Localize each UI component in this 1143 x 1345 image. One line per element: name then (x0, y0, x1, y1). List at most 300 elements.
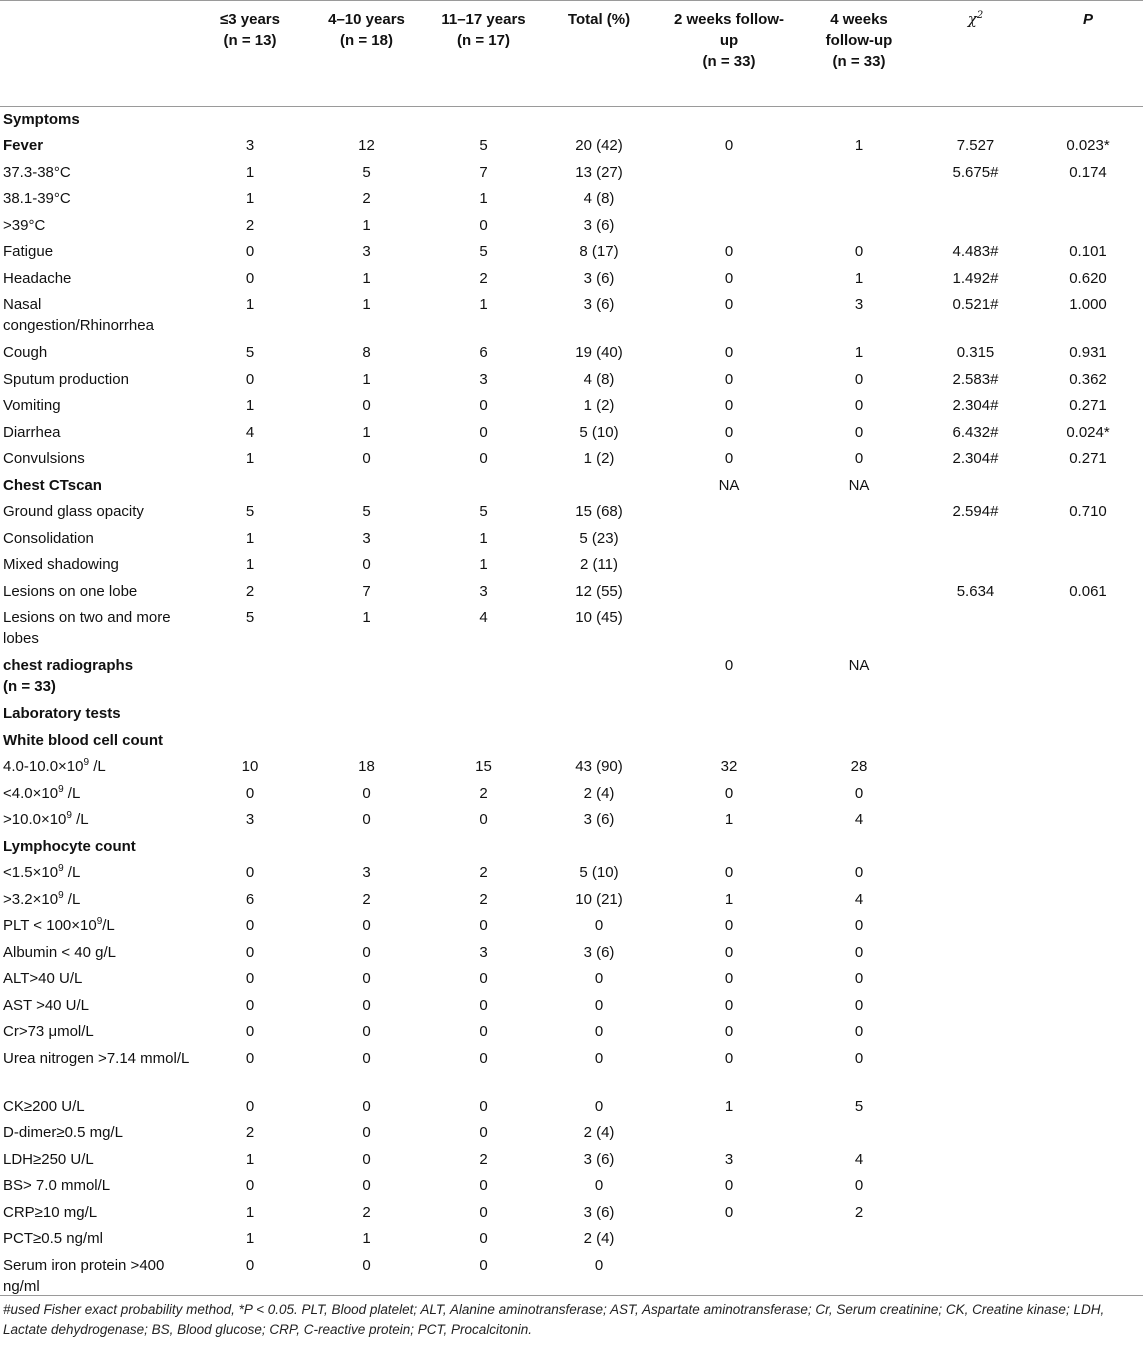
table-row (0, 420, 1143, 447)
table-cell: 1.000 (1069, 296, 1107, 313)
row-label-exponent: 9 (83, 757, 90, 768)
table-cell (658, 160, 800, 187)
table-cell: 0 (854, 864, 864, 881)
table-cell (1033, 186, 1143, 213)
table-cell: 4 (854, 1150, 864, 1168)
header-age-4-10 (306, 1, 427, 107)
row-label-text: Urea nitrogen >7.14 mmol/L (3, 1049, 190, 1067)
row-label-text: Fatigue (3, 243, 54, 260)
table-cell: 0 (854, 996, 864, 1014)
table-cell: 2 (362, 890, 371, 908)
table-cell (540, 653, 658, 701)
header-4week-line1: 4 weeks (830, 11, 888, 28)
table-cell (800, 605, 918, 653)
table-cell: 2 (362, 1203, 371, 1221)
table-cell: 2 (4) (583, 1230, 615, 1247)
row-label-text: ALT>40 U/L (3, 970, 83, 987)
table-cell: 1 (362, 609, 371, 626)
table-row (0, 1094, 1143, 1121)
table-cell: 3 (6) (583, 1203, 615, 1221)
table-cell: 3 (479, 370, 488, 388)
table-cell: 3 (6) (583, 1150, 615, 1168)
row-label (0, 1094, 194, 1121)
table-cell: 2 (479, 890, 488, 908)
table-row (0, 1147, 1143, 1174)
table-cell: 0 (362, 1049, 371, 1067)
table-cell: 1 (854, 137, 864, 154)
table-cell: 0 (362, 1097, 371, 1115)
table-cell: 0 (594, 1177, 604, 1194)
table-cell: 8 (362, 344, 371, 361)
row-label (0, 473, 194, 500)
table-row (0, 552, 1143, 579)
table-cell (658, 213, 800, 240)
row-label (0, 781, 194, 808)
table-cell (800, 107, 918, 134)
table-cell: 0 (724, 397, 734, 414)
table-cell: 8 (17) (579, 243, 619, 260)
table-cell: 0.710 (1069, 503, 1107, 520)
row-label-text: Serum iron protein >400 ng/ml (3, 1256, 165, 1295)
row-label (0, 420, 194, 447)
row-label-text: Cr>73 μmol/L (3, 1023, 94, 1040)
row-label-text: White blood cell count (3, 731, 163, 749)
table-row (0, 133, 1143, 160)
table-cell: 0 (245, 1097, 255, 1115)
table-cell: 3 (6) (583, 811, 615, 828)
table-cell: 1 (362, 370, 371, 388)
table-row (0, 393, 1143, 420)
table-cell (427, 107, 540, 134)
table-cell (918, 186, 1033, 213)
table-cell: 0 (479, 423, 488, 441)
table-cell: 5.634 (956, 582, 995, 600)
row-label (0, 526, 194, 553)
table-row (0, 499, 1143, 526)
table-cell (1033, 1226, 1143, 1253)
table-cell (1033, 834, 1143, 861)
table-cell: 6 (245, 890, 255, 908)
table-cell (1033, 1253, 1143, 1301)
table-cell: 4 (8) (583, 370, 615, 388)
table-cell: 0 (854, 943, 864, 961)
table-cell (800, 1226, 918, 1253)
table-cell: 0 (724, 296, 734, 313)
table-cell: 0 (479, 1023, 488, 1040)
table-cell: 0.620 (1069, 269, 1107, 287)
header-chi-sup: 2 (976, 10, 984, 21)
row-label-text: PLT < 100×10 (3, 917, 97, 934)
table-cell: 3 (724, 1150, 734, 1168)
row-label (0, 860, 194, 887)
table-cell: 5 (245, 503, 255, 520)
row-label-text: >10.0×10 (3, 811, 67, 828)
table-cell: 0.023* (1066, 137, 1110, 154)
table-cell: 0.271 (1069, 397, 1107, 414)
table-row (0, 292, 1143, 340)
table-cell: 1 (245, 163, 255, 181)
row-label (0, 913, 194, 940)
header-2week-line2: up (719, 32, 739, 49)
row-label-text: <4.0×10 (3, 784, 59, 802)
header-age-11-17-title: 11–17 years (441, 11, 526, 28)
table-cell (1033, 653, 1143, 701)
table-cell: 13 (27) (575, 163, 623, 181)
table-cell (658, 834, 800, 861)
table-cell: 2 (4) (583, 784, 615, 802)
row-label-text: D-dimer≥0.5 mg/L (3, 1124, 123, 1141)
table-cell (1033, 701, 1143, 728)
table-cell (918, 807, 1033, 834)
table-cell: 1 (854, 269, 864, 287)
table-row (0, 966, 1143, 993)
table-cell (800, 552, 918, 579)
table-cell (918, 860, 1033, 887)
table-cell (194, 653, 306, 701)
table-cell: 5 (23) (579, 529, 619, 547)
table-cell: 3 (245, 811, 255, 828)
table-cell (918, 913, 1033, 940)
table-cell: 0 (479, 1049, 488, 1067)
table-cell (1033, 213, 1143, 240)
table-cell: 2.304# (952, 450, 999, 467)
table-cell: 0 (724, 864, 734, 881)
table-cell (918, 552, 1033, 579)
table-cell (658, 701, 800, 728)
table-cell (1033, 728, 1143, 755)
row-label (0, 1019, 194, 1046)
table-cell: 4 (245, 423, 255, 441)
table-cell: 0 (724, 917, 734, 934)
table-cell: 0 (724, 784, 734, 802)
table-cell: 0 (854, 1023, 864, 1040)
row-label-text: AST >40 U/L (3, 996, 90, 1014)
row-label-unit: /L (63, 890, 81, 908)
table-cell: 2 (479, 864, 488, 881)
table-cell (1033, 605, 1143, 653)
row-label (0, 605, 194, 653)
table-cell: 0 (479, 1230, 488, 1247)
table-cell (918, 653, 1033, 701)
table-cell: 1 (479, 529, 488, 547)
table-cell: 7.527 (956, 137, 995, 154)
table-row (0, 239, 1143, 266)
row-label-text: chest radiographs (3, 657, 134, 674)
table-cell: 1 (245, 1150, 255, 1168)
table-cell: 3 (479, 943, 488, 961)
table-row (0, 446, 1143, 473)
table-cell: 5 (854, 1097, 864, 1115)
table-cell: 2 (854, 1203, 864, 1221)
table-cell (918, 781, 1033, 808)
table-cell (1033, 807, 1143, 834)
row-label-text: 4.0-10.0×10 (3, 758, 84, 775)
table-cell: 0 (245, 370, 255, 388)
table-cell (427, 701, 540, 728)
row-label (0, 239, 194, 266)
table-cell (1033, 1147, 1143, 1174)
table-cell: 3 (6) (583, 943, 615, 961)
table-row (0, 605, 1143, 653)
header-2week-n: (n = 33) (702, 53, 756, 70)
table-cell (1033, 966, 1143, 993)
row-label (0, 367, 194, 394)
table-cell: 0 (854, 370, 864, 388)
table-cell: 3 (245, 137, 255, 154)
row-label-unit: /L (102, 917, 115, 934)
table-cell: 2 (479, 784, 488, 802)
table-cell: 2 (362, 190, 371, 207)
table-row (0, 213, 1143, 240)
table-cell: 20 (42) (575, 137, 623, 154)
table-cell: 0 (362, 917, 371, 934)
table-cell (918, 834, 1033, 861)
table-row (0, 107, 1143, 134)
table-body (0, 107, 1143, 1301)
table-cell: 0 (362, 811, 371, 828)
table-cell: 2 (245, 216, 255, 234)
row-label-text: LDH≥250 U/L (3, 1150, 94, 1168)
table-cell: 1.492# (952, 269, 999, 287)
row-label-text: Diarrhea (3, 423, 61, 441)
table-cell: 0 (594, 996, 604, 1014)
table-cell (194, 107, 306, 134)
table-cell: 3 (6) (583, 269, 615, 287)
header-total (540, 1, 658, 107)
table-cell: 0 (854, 1177, 864, 1194)
table-cell: 0 (245, 996, 255, 1014)
table-row (0, 913, 1143, 940)
table-cell (800, 186, 918, 213)
table-cell: 5.675# (952, 163, 999, 181)
table-cell: 0 (245, 970, 255, 987)
table-cell: 19 (40) (575, 344, 623, 361)
table-cell: 0 (245, 917, 255, 934)
header-p-symbol: P (1082, 11, 1093, 28)
table-cell (918, 1019, 1033, 1046)
table-cell: 1 (245, 296, 255, 313)
table-row (0, 807, 1143, 834)
table-cell: 1 (362, 216, 371, 234)
row-label-text: CRP≥10 mg/L (3, 1203, 98, 1221)
table-cell: 0 (479, 1256, 488, 1274)
table-cell: 3 (6) (583, 216, 615, 234)
table-cell (918, 728, 1033, 755)
table-cell (306, 701, 427, 728)
row-label (0, 499, 194, 526)
table-cell (1033, 526, 1143, 553)
table-cell: 0 (724, 1049, 734, 1067)
table-cell: 2 (479, 269, 488, 287)
table-cell (918, 701, 1033, 728)
table-cell: 0 (594, 1256, 604, 1274)
table-cell: 4 (8) (583, 190, 615, 207)
table-row (0, 860, 1143, 887)
table-row (0, 340, 1143, 367)
table-cell: 0 (479, 450, 488, 467)
table-cell: 1 (362, 423, 371, 441)
table-cell: 4 (854, 811, 864, 828)
table-cell: 0 (362, 1177, 371, 1194)
table-cell (918, 1094, 1033, 1121)
table-cell: 0 (724, 137, 734, 154)
table-cell: 2 (479, 1150, 488, 1168)
header-age-le3-title: ≤3 years (220, 11, 280, 28)
header-p-value (1033, 1, 1143, 107)
table-cell (194, 473, 306, 500)
row-label-unit: /L (71, 811, 89, 828)
table-cell: 0 (479, 1203, 488, 1221)
table-cell: 0 (594, 1097, 604, 1115)
table-row (0, 887, 1143, 914)
table-cell: 0 (479, 1097, 488, 1115)
table-cell: 6.432# (952, 423, 999, 441)
row-label (0, 292, 194, 340)
table-cell: 1 (362, 269, 371, 287)
row-label-exponent: 9 (58, 889, 64, 901)
table-cell: 3 (6) (583, 296, 615, 313)
table-cell: 0 (362, 450, 371, 467)
table-cell (800, 728, 918, 755)
table-cell: 0 (724, 450, 734, 467)
table-cell (1033, 860, 1143, 887)
table-cell (1033, 754, 1143, 781)
table-cell: 0 (362, 397, 371, 414)
table-cell (540, 701, 658, 728)
table-row (0, 781, 1143, 808)
row-label (0, 446, 194, 473)
table-cell: 0 (479, 811, 488, 828)
row-label (0, 1147, 194, 1174)
header-total-title: Total (%) (567, 11, 631, 28)
table-cell: 2 (4) (583, 1124, 615, 1141)
table-cell: 0 (362, 1256, 371, 1274)
table-row (0, 186, 1143, 213)
table-cell: 10 (45) (575, 609, 623, 626)
table-cell: 0 (854, 243, 864, 260)
table-cell: 0 (362, 943, 371, 961)
table-cell (800, 160, 918, 187)
header-4week-line2: follow-up (825, 32, 893, 49)
row-label (0, 1226, 194, 1253)
table-cell: 0 (362, 1124, 371, 1141)
row-label-text: 37.3-38°C (3, 163, 71, 181)
table-cell: 1 (362, 1230, 371, 1247)
table-cell (1033, 1173, 1143, 1200)
table-cell: 1 (245, 190, 255, 207)
row-label-text: Lesions on one lobe (3, 582, 138, 600)
table-cell (194, 701, 306, 728)
table-cell: 0 (724, 243, 734, 260)
table-cell: 2.583# (952, 370, 999, 388)
header-label-col (0, 1, 194, 107)
table-row (0, 367, 1143, 394)
row-label (0, 186, 194, 213)
table-cell: 0 (362, 1023, 371, 1040)
table-cell: 0.931 (1069, 344, 1107, 361)
table-row (0, 160, 1143, 187)
table-cell (918, 213, 1033, 240)
table-row (0, 1173, 1143, 1200)
table-cell (918, 966, 1033, 993)
table-cell: 5 (245, 344, 255, 361)
table-cell: 0 (362, 556, 371, 573)
row-label (0, 993, 194, 1020)
table-cell (658, 552, 800, 579)
table-cell: 0 (245, 1177, 255, 1194)
table-cell: NA (718, 476, 740, 494)
table-cell (658, 107, 800, 134)
table-cell (918, 993, 1033, 1020)
table-cell: 12 (358, 137, 375, 154)
row-label-text: Consolidation (3, 529, 94, 547)
table-cell: 0 (362, 784, 371, 802)
row-label-exponent: 9 (58, 863, 64, 874)
table-cell: 0 (854, 970, 864, 987)
table-cell (800, 1253, 918, 1301)
table-cell: 15 (68) (575, 503, 623, 520)
table-cell: 5 (10) (579, 864, 619, 881)
bottom-rule (0, 1295, 1143, 1296)
table-cell: 10 (241, 758, 259, 775)
table-cell: 0 (724, 657, 734, 674)
table-cell: 0 (245, 269, 255, 287)
table-cell (658, 1226, 800, 1253)
table-cell: 0 (594, 917, 604, 934)
table-cell: 7 (362, 582, 371, 600)
table-cell: 0 (245, 864, 255, 881)
row-label-text: Mixed shadowing (3, 556, 119, 573)
row-label-text: Headache (3, 269, 72, 287)
table-cell (918, 107, 1033, 134)
row-label-text: Fever (3, 137, 44, 154)
table-cell: 28 (850, 758, 868, 775)
row-label-text: 38.1-39°C (3, 190, 71, 207)
table-cell (1033, 1120, 1143, 1147)
table-cell (800, 834, 918, 861)
table-cell: 5 (479, 137, 488, 154)
table-cell: 5 (10) (579, 423, 619, 441)
row-label-unit: /L (89, 758, 106, 775)
table-cell: 0 (479, 397, 488, 414)
table-cell: 0 (854, 450, 864, 467)
table-cell: 1 (245, 529, 255, 547)
table-cell: 0 (362, 996, 371, 1014)
row-label-text: >3.2×10 (3, 890, 59, 908)
table-row (0, 1253, 1143, 1301)
table-cell: 0 (724, 1177, 734, 1194)
table-cell: 4.483# (952, 243, 999, 260)
table-cell (540, 728, 658, 755)
table-cell (658, 1120, 800, 1147)
table-cell (800, 499, 918, 526)
table-cell: 0 (724, 970, 734, 987)
row-label-text: Vomiting (3, 397, 61, 414)
table-cell (540, 473, 658, 500)
row-label (0, 1253, 194, 1301)
table-cell (194, 728, 306, 755)
table-cell (918, 1226, 1033, 1253)
table-cell: 0 (479, 216, 488, 234)
table-cell: 0 (854, 917, 864, 934)
table-cell (658, 186, 800, 213)
row-label-exponent: 9 (66, 810, 72, 821)
table-cell (658, 526, 800, 553)
row-label-text: Nasal congestion/Rhinorrhea (3, 296, 154, 334)
table-row (0, 1226, 1143, 1253)
table-cell: 1 (479, 190, 488, 207)
row-label-text: >39°C (3, 216, 46, 234)
